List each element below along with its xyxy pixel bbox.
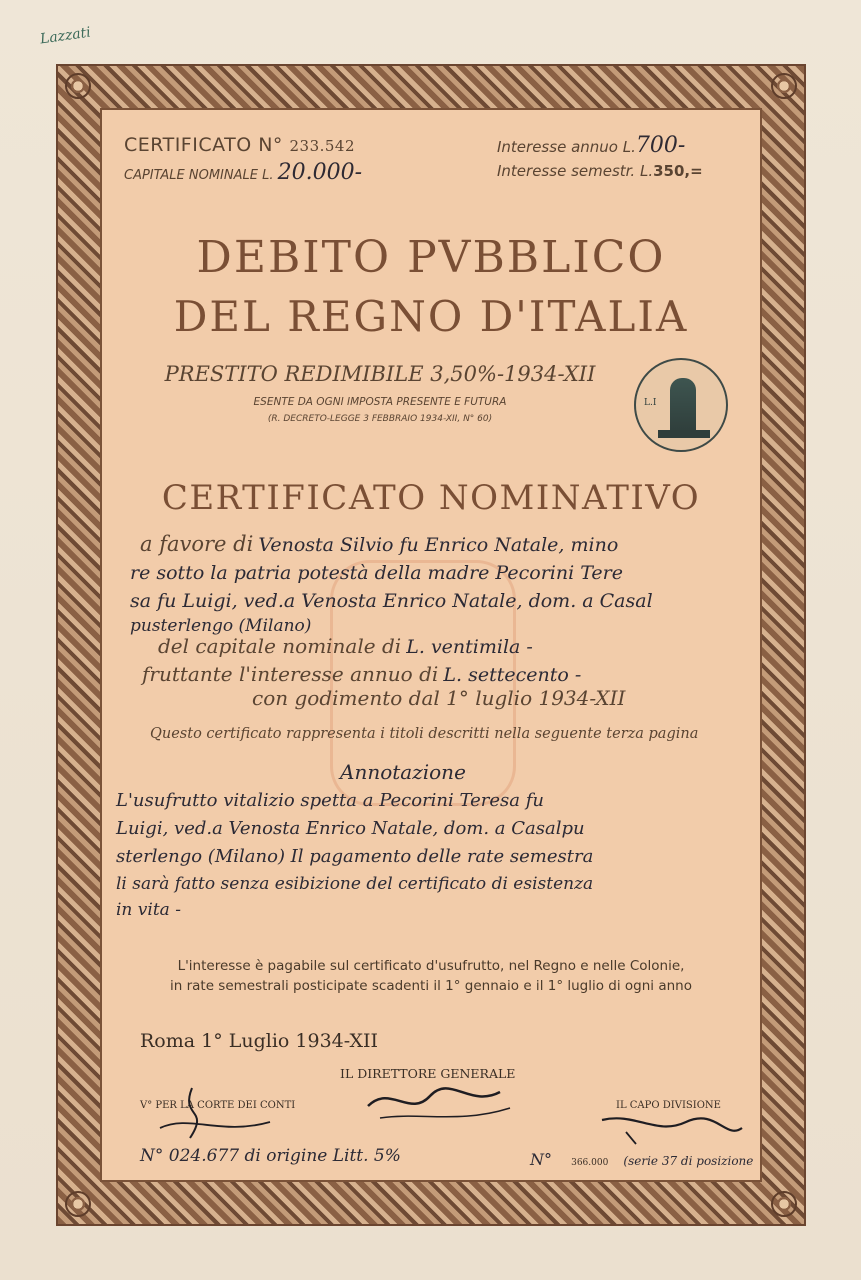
annotation-line-3: sterlengo (Milano) Il pagamento delle rate semestra (116, 846, 594, 867)
header-left (124, 134, 362, 185)
annotation-title: Annotazione (340, 760, 466, 784)
italia-seal-icon (634, 358, 728, 452)
decree-note: (R. DECRETO-LEGGE 3 FEBBRAIO 1934-XII, N° 60) (267, 414, 493, 424)
corner-handwritten-note: Lazzati (39, 24, 92, 48)
corner-ornament-top-left (65, 73, 91, 99)
capital-line (124, 160, 362, 185)
annotation-line-5: in vita - (116, 900, 181, 920)
favor-name: Venosta Silvio fu Enrico Natale, mino (258, 534, 619, 556)
capital-nominal-value: L. ventimila - (406, 636, 533, 658)
title-line-2: DEL REGNO D'ITALIA (173, 292, 689, 341)
favor-line-2: re sotto la patria potestà della madre Pecorini Tere (130, 562, 623, 584)
interest-label: fruttante l'interesse annuo di (142, 662, 439, 686)
corner-ornament-top-right (771, 73, 797, 99)
certificate-number: 233.542 (289, 137, 356, 155)
favor-line-4: pusterlengo (Milano) (130, 616, 312, 636)
certificate-number-label: CERTIFICATO N° (124, 134, 283, 156)
serial-label: N° (530, 1150, 552, 1169)
represents-note: Questo certificato rappresenta i titoli descritti nella seguente terza pagina (150, 726, 699, 742)
division-head-label: IL CAPO DIVISIONE (616, 1100, 721, 1111)
certificate-type: CERTIFICATO NOMINATIVO (161, 478, 701, 518)
corner-ornament-bottom-right (771, 1191, 797, 1217)
serial-number: 366.000 (571, 1158, 609, 1168)
interest-annual-value: 700- (635, 133, 686, 158)
loan-title: PRESTITO REDIMIBILE 3,50%-1934-XII (164, 362, 596, 386)
court-of-accounts-label: V° PER LA CORTE DEI CONTI (140, 1100, 296, 1111)
interest-line (142, 662, 581, 686)
favor-label: a favore di (140, 532, 254, 556)
annotation-line-1: L'usufrutto vitalizio spetta a Pecorini Teresa fu (116, 790, 544, 811)
capital-nominal-line (158, 634, 533, 658)
italia-figure-icon (670, 378, 696, 434)
seal-label: L.I (644, 398, 657, 408)
interest-annual-label: Interesse annuo L. (497, 138, 636, 156)
interest-value: L. settecento - (443, 664, 582, 686)
header-right (497, 134, 703, 183)
interest-annual-line (497, 134, 703, 159)
exempt-note: ESENTE DA OGNI IMPOSTA PRESENTE E FUTURA (253, 396, 507, 408)
court-signature (150, 1078, 280, 1148)
favor-line-3: sa fu Luigi, ved.a Venosta Enrico Natale, dom. a Casal (130, 590, 653, 612)
director-general-label: IL DIRETTORE GENERALE (340, 1066, 516, 1081)
interest-payment-line-2: in rate semestrali posticipate scadenti il 1° gennaio e il 1° luglio di ogni anno (170, 978, 692, 994)
serial-line (530, 1150, 753, 1169)
place-date: Roma 1° Luglio 1934-XII (140, 1030, 379, 1052)
enjoyment-line: con godimento dal 1° luglio 1934-XII (252, 686, 626, 710)
division-signature (596, 1106, 746, 1150)
corner-ornament-bottom-left (65, 1191, 91, 1217)
interest-semestral-label: Interesse semestr. L. (497, 162, 654, 180)
serial-position: (serie 37 di posizione (623, 1154, 754, 1168)
favor-line-1 (140, 532, 618, 556)
origin-number: N° 024.677 di origine Litt. 5% (140, 1146, 401, 1166)
capital-label: CAPITALE NOMINALE L. (124, 168, 274, 183)
director-signature (360, 1078, 520, 1128)
seal-base (658, 430, 710, 438)
capital-nominal-label: del capitale nominale di (158, 634, 402, 658)
interest-semestral-line (497, 159, 703, 183)
certificate-number-line (124, 134, 362, 156)
interest-payment-line-1: L'interesse è pagabile sul certificato d'usufrutto, nel Regno e nelle Colonie, (177, 958, 685, 974)
annotation-line-2: Luigi, ved.a Venosta Enrico Natale, dom. a Casalpu (116, 818, 585, 839)
title-line-1: DEBITO PVBBLICO (196, 232, 666, 283)
interest-semestral-value: 350,= (653, 162, 703, 180)
capital-value: 20.000- (277, 160, 363, 185)
annotation-line-4: li sarà fatto senza esibizione del certificato di esistenza (116, 874, 594, 894)
